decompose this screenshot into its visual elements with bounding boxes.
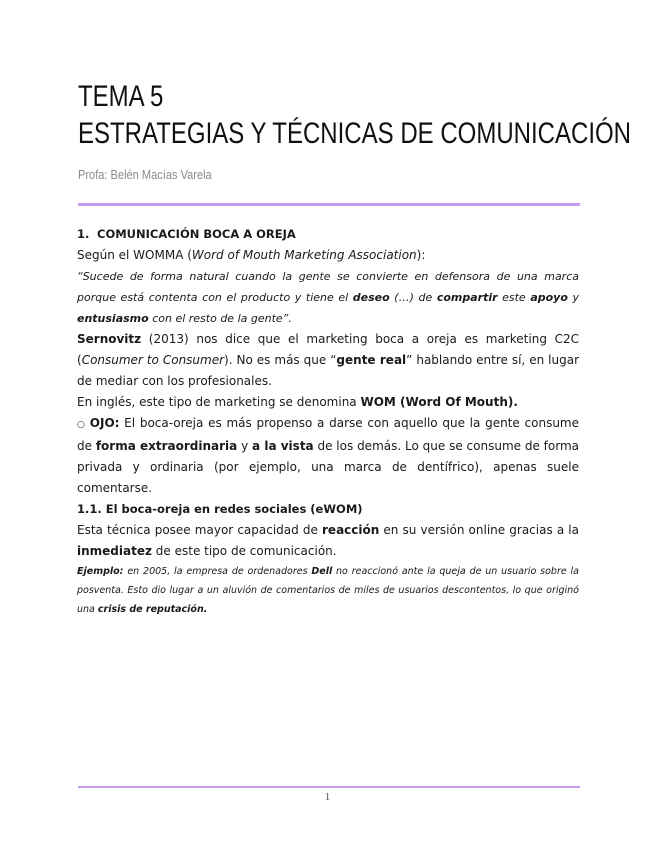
quote-text: y xyxy=(567,291,580,304)
example-paragraph xyxy=(77,562,579,619)
quote-emphasis: apoyo xyxy=(530,291,568,304)
author-line: Profa: Belén Macías Varela xyxy=(78,167,212,182)
company-name: Dell xyxy=(311,566,333,577)
example-label: Ejemplo: xyxy=(77,566,124,577)
ewom-paragraph xyxy=(77,520,579,562)
topic-title: TEMA 5 xyxy=(78,80,164,113)
paragraph-text: ). No es más que “ xyxy=(224,353,337,367)
intro-paragraph xyxy=(77,245,579,266)
paragraph-text: En inglés, este tipo de marketing se denomina xyxy=(77,395,361,409)
section-heading xyxy=(77,224,579,245)
author-ref: Sernovitz xyxy=(77,332,142,346)
example-text: no reaccionó ante la queja de un usuario sobre la posventa. Esto dio lugar a un aluvión de comentarios de miles de usuarios descontentos, lo que originó una xyxy=(77,566,580,615)
document-body xyxy=(77,224,579,619)
sernovitz-paragraph xyxy=(77,329,579,392)
example-text: en 2005, la empresa de ordenadores xyxy=(123,566,312,577)
document-title: ESTRATEGIAS Y TÉCNICAS DE COMUNICACIÓN xyxy=(78,117,631,150)
intro-text-end: ): xyxy=(416,248,426,262)
note-label: OJO: xyxy=(89,416,120,430)
womma-name: Word of Mouth Marketing Association xyxy=(191,248,417,262)
quote-text: este xyxy=(497,291,531,304)
subsection-heading: 1.1. El boca-oreja en redes sociales (eWOM) xyxy=(77,502,363,516)
english-term-paragraph xyxy=(77,392,579,413)
quote-text: “Sucede de forma natural cuando la gente se convierte en defensora de una marca porque está contenta con el producto y tiene el xyxy=(77,270,579,304)
bullet-circle-icon: ○ xyxy=(77,420,86,430)
emphasis: a la vista xyxy=(252,439,314,453)
bullet-text: y xyxy=(237,439,253,453)
intro-text: Según el WOMMA ( xyxy=(77,248,192,262)
paragraph-text: (2013) nos dice que el marketing boca a oreja es marketing C2C ( xyxy=(77,332,579,367)
quote-emphasis: deseo xyxy=(352,291,390,304)
section-number: 1. xyxy=(77,227,90,241)
emphasis: reacción xyxy=(322,523,380,537)
section-title: COMUNICACIÓN BOCA A OREJA xyxy=(97,227,296,241)
note-bullet xyxy=(77,413,579,499)
footer-divider xyxy=(78,786,580,788)
quote-emphasis: entusiasmo xyxy=(77,312,149,325)
page-number: 1 xyxy=(324,791,331,803)
paragraph-text: en su versión online gracias a la xyxy=(379,523,579,537)
quote-text: (…) de xyxy=(389,291,437,304)
header-divider xyxy=(78,203,580,206)
emphasis: forma extraordinaria xyxy=(95,439,238,453)
paragraph-text: Esta técnica posee mayor capacidad de xyxy=(77,523,323,537)
definition-quote xyxy=(77,266,579,329)
paragraph-text: ” hablando entre sí, en lugar de mediar con los profesionales. xyxy=(77,353,580,388)
c2c-term: Consumer to Consumer xyxy=(81,353,225,367)
emphasis: gente real xyxy=(336,353,407,367)
paragraph-text: de este tipo de comunicación. xyxy=(151,544,337,558)
title-block xyxy=(78,80,631,182)
wom-term: WOM (Word Of Mouth). xyxy=(360,395,518,409)
emphasis: crisis de reputación. xyxy=(97,604,208,615)
quote-text: con el resto de la gente”. xyxy=(148,312,292,325)
bullet-text: de los demás. Lo que se consume de forma privada y ordinaria (por ejemplo, una marca de dentífrico), apenas suele comentarse. xyxy=(77,439,579,495)
emphasis: inmediatez xyxy=(77,544,152,558)
bullet-text: El boca-oreja es más propenso a darse con aquello que la gente consume de xyxy=(77,416,579,453)
quote-emphasis: compartir xyxy=(436,291,498,304)
